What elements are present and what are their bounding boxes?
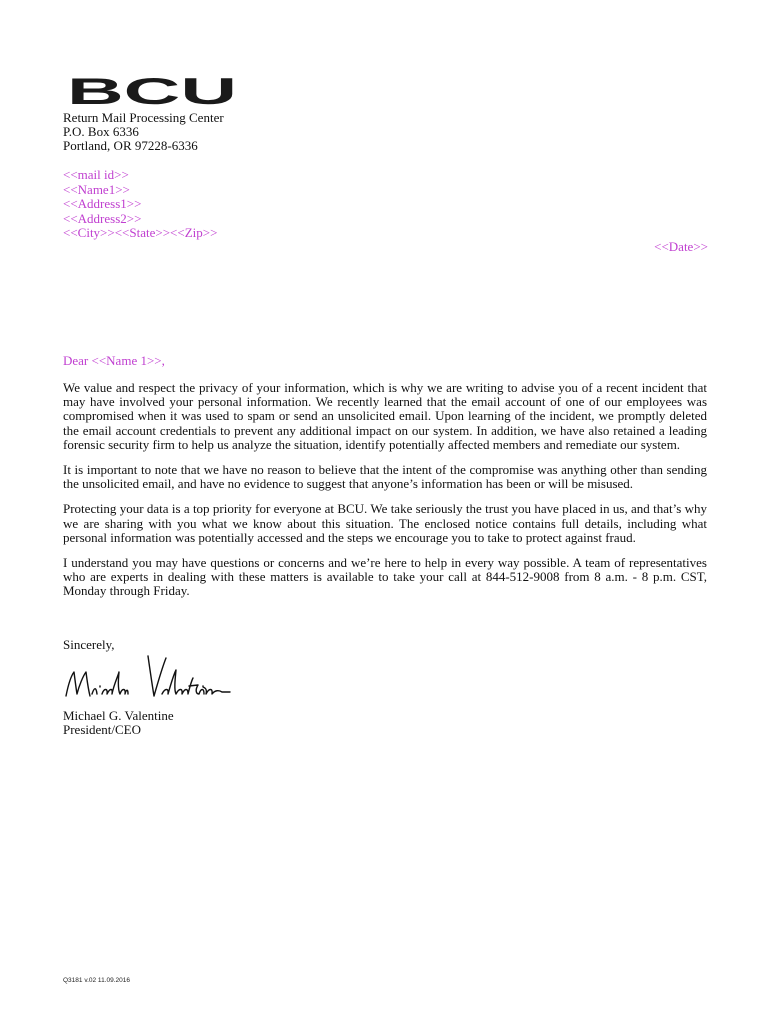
merge-field-city-state-zip: <<City>><<State>><<Zip>> — [63, 225, 218, 240]
return-address-line3: Portland, OR 97228-6336 — [63, 138, 198, 153]
closing: Sincerely, — [63, 637, 115, 652]
body-paragraph: I understand you may have questions or concerns and we’re here to help in every way possible. A team of representatives who are experts in dealing with these matters is available to take your call at 844-512-9008 from 8 a.m. - 8 p.m. CST, Monday through Friday. — [63, 555, 707, 599]
merge-field-address1: <<Address1>> — [63, 196, 142, 211]
document-version-code: Q3181 v.02 11.09.2016 — [63, 977, 130, 984]
merge-field-mail-id: <<mail id>> — [63, 167, 129, 182]
handwritten-signature — [62, 650, 232, 708]
merge-field-date: <<Date>> — [654, 239, 708, 254]
logo-text: BCU — [67, 77, 237, 105]
bcu-logo — [66, 77, 238, 105]
return-address — [63, 111, 224, 153]
signer-name: Michael G. Valentine — [63, 708, 174, 723]
body-paragraph: It is important to note that we have no reason to believe that the intent of the compromise was anything other than sending the unsolicited email, and have no evidence to suggest that anyone’s information has been or will be misused. — [63, 462, 707, 492]
signer-block — [63, 709, 174, 737]
return-address-line2: P.O. Box 6336 — [63, 124, 139, 139]
letter-body — [63, 381, 707, 610]
merge-field-address2: <<Address2>> — [63, 210, 142, 226]
body-paragraph: Protecting your data is a top priority for everyone at BCU. We take seriously the trust you have placed in us, and that’s why we are sharing with you what we know about this situation. The enclosed notice contains full details, including what personal information was potentially accessed and the steps we encourage you to take to protect against fraud. — [63, 501, 707, 545]
salutation: Dear <<Name 1>>, — [63, 353, 165, 368]
merge-field-name1: <<Name1>> — [63, 181, 130, 197]
body-paragraph: We value and respect the privacy of your information, which is why we are writing to advise you of a recent incident that may have involved your personal information. We recently learned that the email account of one of our employees was compromised when it was used to spam or send an unsolicited email. Upon learning of the incident, we promptly deleted the email account credentials to prevent any additional impact on our system. In addition, we have also retained a leading forensic security firm to help us analyze the situation, identify potentially affected members and remediate our system. — [63, 380, 707, 452]
return-address-line1: Return Mail Processing Center — [63, 110, 224, 125]
signer-title: President/CEO — [63, 722, 141, 737]
recipient-address-block — [63, 168, 217, 241]
